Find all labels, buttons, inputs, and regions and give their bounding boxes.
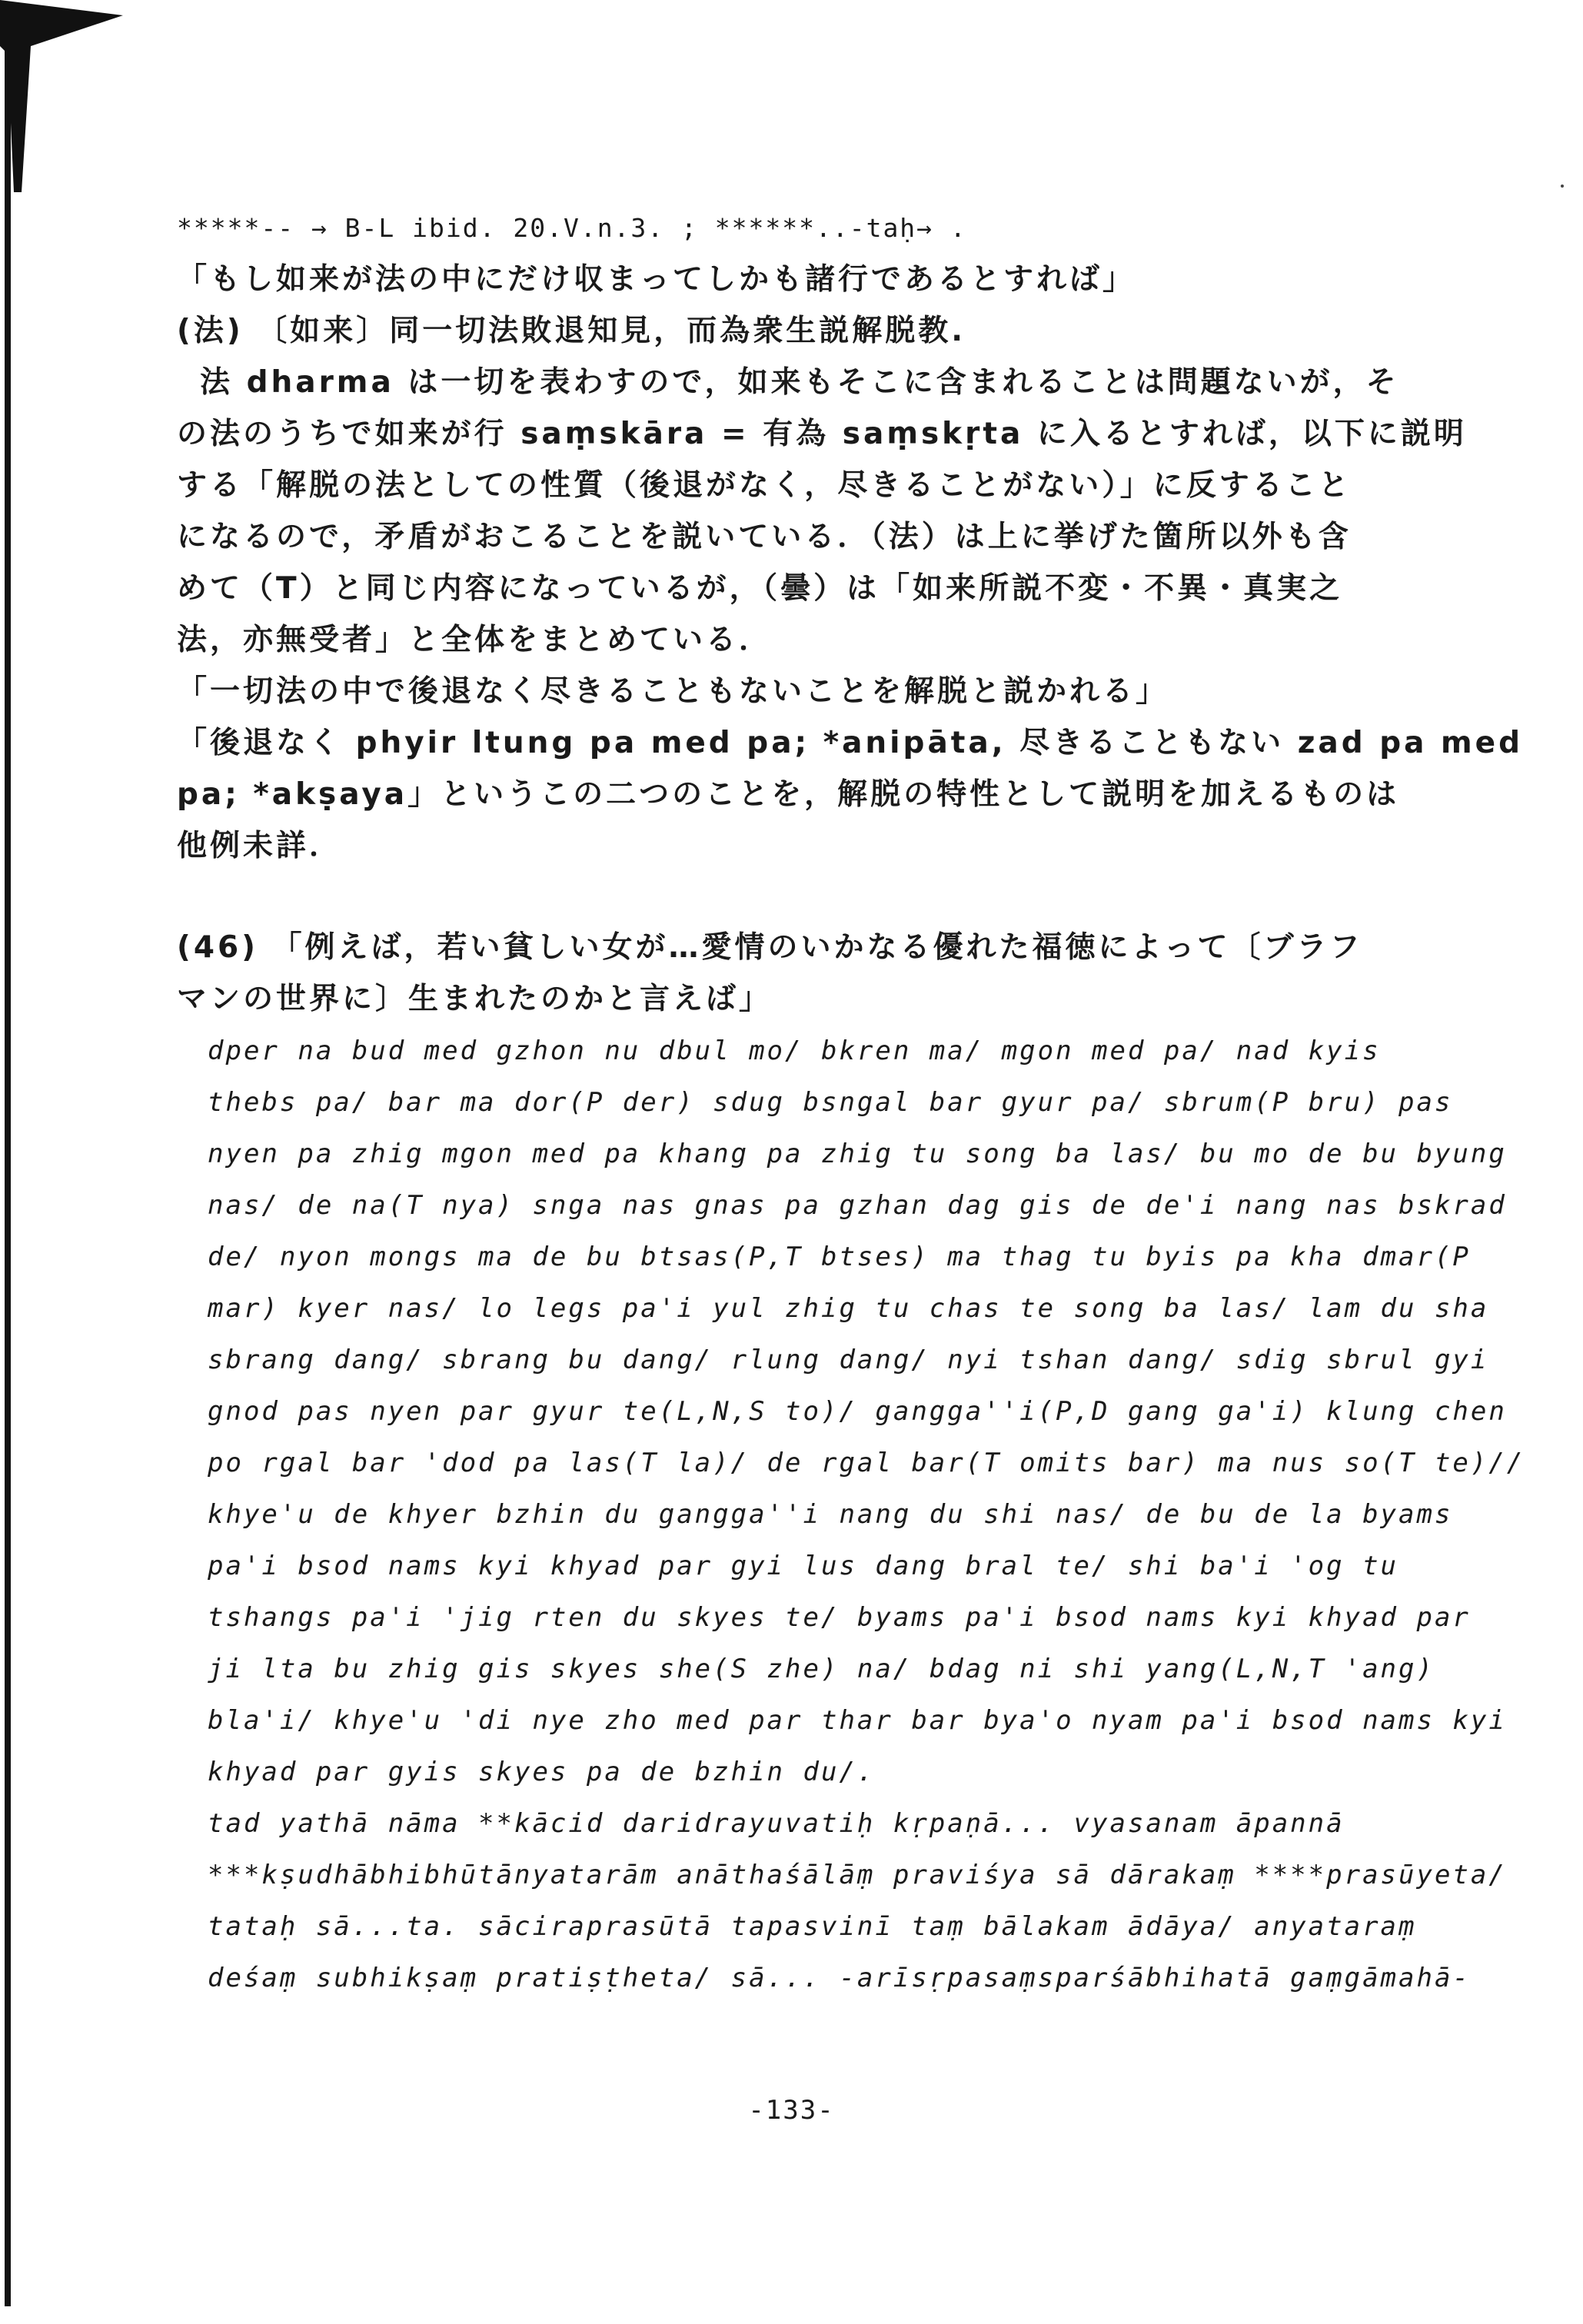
tibetan-line: bla'i/ khye'u 'di nye zho med par thar bar bya'o nyam pa'i bsod nams kyi (208, 1705, 1507, 1736)
sanskrit-line: tataḥ sā...ta. sāciraprasūtā tapasvinī taṃ bālakam ādāya/ anyataraṃ (208, 1911, 1417, 1942)
text-line: 法 dharma は一切を表わすので，如来もそこに含まれることは問題ないが，そ (200, 365, 1399, 400)
paragraph-1 (177, 364, 1467, 673)
tibetan-line: ji lta bu zhig gis skyes she(S zhe) na/ bdag ni shi yang(L,N,T 'ang) (208, 1654, 1435, 1684)
tibetan-line: po rgal bar 'dod pa las(T la)/ de rgal bar(T omits bar) ma nus so(T te)// (208, 1448, 1525, 1478)
text-line: (46) 「例えば，若い貧しい女が…愛情のいかなる優れた福徳によって〔ブラフ (177, 930, 1363, 965)
sanskrit-line: ***kṣudhābhibhūtānyatarām anāthaśālāṃ praviśya sā dārakaṃ ****prasūyeta/ (208, 1860, 1507, 1890)
sanskrit-line: tad yathā nāma **kācid daridrayuvatiḥ kṛpaṇā... vyasanam āpannā (208, 1808, 1345, 1839)
note-line: *****-- → B-L ibid. 20.V.n.3. ; ******..-taḥ→ . (177, 213, 967, 243)
reference-line: (法) 〔如来〕同一切法敗退知見，而為衆生説解脱教. (177, 314, 966, 348)
tibetan-passage (177, 1032, 1525, 1804)
page-body (177, 209, 1525, 2010)
quote-line: 「もし如来が法の中にだけ収まってしかも諸行であるとすれば」 (177, 262, 1136, 297)
text-line: 「後退なく phyir ltung pa med pa; *anipāta, 尽きることもない zad pa med (177, 726, 1524, 760)
tibetan-line: gnod pas nyen par gyur te(L,N,S to)/ gangga''i(P,D gang ga'i) klung chen (208, 1396, 1507, 1427)
sanskrit-passage (177, 1804, 1507, 2010)
tibetan-line: dper na bud med gzhon nu dbul mo/ bkren ma/ mgon med pa/ nad kyis (208, 1036, 1381, 1066)
text-line: マンの世界に〕生まれたのかと言えば」 (177, 982, 773, 1016)
text-line: する「解脱の法としての性質（後退がなく，尽きることがない）」に反すること (177, 468, 1352, 503)
tibetan-line: nas/ de na(T nya) snga nas gnas pa gzhan dag gis de de'i nang nas bskrad (208, 1190, 1507, 1221)
text-line: pa; *akṣaya」というこの二つのことを，解脱の特性として説明を加えるものは (177, 777, 1400, 812)
tibetan-line: khyad par gyis skyes pa de bzhin du/. (208, 1757, 876, 1787)
text-line: の法のうちで如来が行 saṃskāra = 有為 saṃskṛta に入るとすれば，以下に説明 (177, 417, 1467, 451)
tibetan-line: pa'i bsod nams kyi khyad par gyi lus dang bral te/ shi ba'i 'og tu (208, 1551, 1399, 1581)
scan-corner-mark (0, 0, 131, 200)
tibetan-line: sbrang dang/ sbrang bu dang/ rlung dang/ nyi tshan dang/ sdig sbrul gyi (208, 1345, 1489, 1375)
scan-left-edge (5, 31, 11, 2306)
sanskrit-line: deśaṃ subhikṣaṃ pratiṣṭheta/ sā... -arīsṛpasaṃsparśābhihatā gaṃgāmahā- (208, 1963, 1471, 1993)
tibetan-line: mar) kyer nas/ lo legs pa'i yul zhig tu chas te song ba las/ lam du sha (208, 1293, 1489, 1324)
section-46-heading (177, 929, 1372, 1032)
text-line: 法，亦無受者」と全体をまとめている． (177, 623, 773, 657)
text-line: めて（T）と同じ内容になっているが，（曇）は「如来所説不変・不異・真実之 (177, 571, 1343, 606)
tibetan-line: de/ nyon mongs ma de bu btsas(P,T btses) ma thag tu byis pa kha dmar(P (208, 1242, 1471, 1272)
quote-line: 「一切法の中で後退なく尽きることもないことを解脱と説かれる」 (177, 674, 1169, 709)
text-line: になるので，矛盾がおこることを説いている．（法）は上に挙げた箇所以外も含 (177, 520, 1352, 554)
paragraph-2 (177, 724, 1524, 879)
page-number: -133- (748, 2095, 835, 2126)
section-gap (177, 879, 1372, 929)
tibetan-line: nyen pa zhig mgon med pa khang pa zhig tu song ba las/ bu mo de bu byung (208, 1139, 1507, 1169)
tibetan-line: khye'u de khyer bzhin du gangga''i nang du shi nas/ de bu de la byams (208, 1499, 1453, 1530)
scan-speck (1561, 185, 1564, 188)
tibetan-line: thebs pa/ bar ma dor(P der) sdug bsngal bar gyur pa/ sbrum(P bru) pas (208, 1087, 1453, 1118)
tibetan-line: tshangs pa'i 'jig rten du skyes te/ byams pa'i bsod nams kyi khyad par (208, 1602, 1471, 1633)
text-line: 他例未詳． (177, 829, 343, 863)
